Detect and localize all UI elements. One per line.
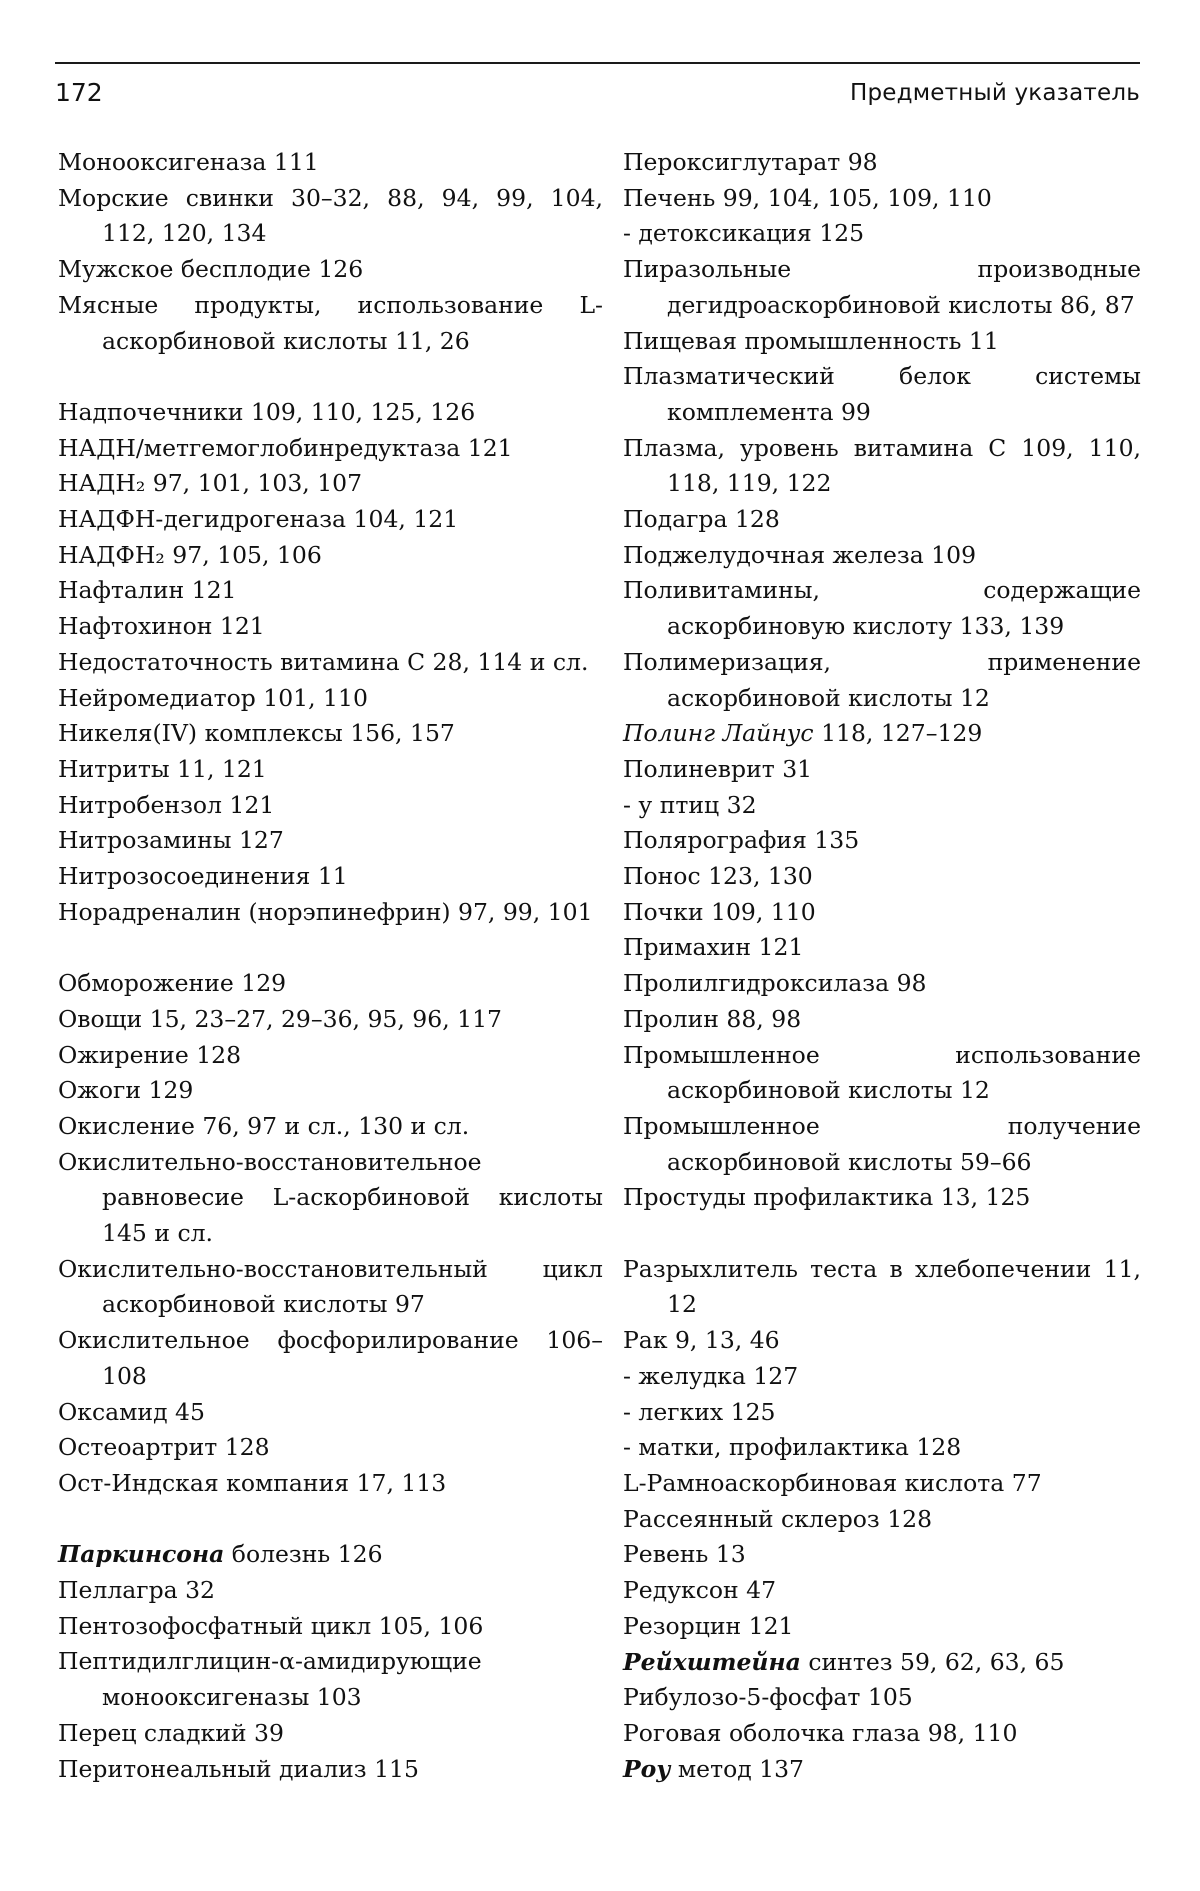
index-entry bbox=[58, 681, 603, 717]
index-entry bbox=[623, 1609, 1141, 1645]
index-entry bbox=[58, 1252, 603, 1323]
entry-text: НАДФН-дегидрогеназа 104, 121 bbox=[58, 505, 459, 534]
index-entry bbox=[623, 1180, 1141, 1216]
index-entry bbox=[58, 288, 603, 359]
entry-text: - детоксикация 125 bbox=[623, 219, 865, 248]
index-entry bbox=[623, 752, 1141, 788]
entry-text: Простуды профилактика 13, 125 bbox=[623, 1183, 1031, 1212]
index-entry bbox=[58, 1609, 603, 1645]
index-entry bbox=[623, 502, 1141, 538]
index-entry bbox=[623, 1038, 1141, 1109]
index-entry bbox=[623, 1252, 1141, 1323]
entry-text: Пеллагра 32 bbox=[58, 1576, 216, 1605]
index-entry bbox=[58, 502, 603, 538]
index-entry bbox=[58, 1145, 603, 1252]
entry-text: Ожоги 129 bbox=[58, 1076, 194, 1105]
entry-text: Овощи 15, 23–27, 29–36, 95, 96, 117 bbox=[58, 1004, 502, 1033]
index-entry bbox=[623, 859, 1141, 895]
entry-text: Пролилгидроксилаза 98 bbox=[623, 969, 927, 998]
entry-text: Нитриты 11, 121 bbox=[58, 754, 267, 783]
index-entry bbox=[58, 395, 603, 431]
entry-text: Плазматический белок системы комплемента 99 bbox=[623, 362, 1141, 426]
index-entry bbox=[623, 359, 1141, 430]
index-entry bbox=[58, 895, 603, 931]
entry-text: Окисление 76, 97 и сл., 130 и сл. bbox=[58, 1111, 470, 1140]
entry-text: Пролин 88, 98 bbox=[623, 1004, 802, 1033]
index-entry bbox=[58, 966, 603, 1002]
entry-text: метод 137 bbox=[670, 1754, 805, 1783]
entry-text: Промышленное использование аскорбиновой кислоты 12 bbox=[623, 1040, 1141, 1105]
index-entry bbox=[623, 431, 1141, 502]
entry-text: Примахин 121 bbox=[623, 933, 804, 962]
index-entry bbox=[623, 823, 1141, 859]
index-entry bbox=[58, 181, 603, 252]
index-entry bbox=[623, 1109, 1141, 1180]
index-entry bbox=[58, 859, 603, 895]
index-entry bbox=[623, 181, 1141, 217]
entry-name-emphasis: Роу bbox=[623, 1754, 671, 1783]
entry-text: Полярография 135 bbox=[623, 826, 860, 855]
letter-group-spacer bbox=[58, 930, 603, 966]
entry-text: Окислительное фосфорилирование 106–108 bbox=[58, 1326, 603, 1390]
entry-text: Пентозофосфатный цикл 105, 106 bbox=[58, 1611, 484, 1640]
entry-text: Нафталин 121 bbox=[58, 576, 237, 605]
entry-text: Оксамид 45 bbox=[58, 1397, 205, 1426]
index-entry bbox=[58, 645, 603, 681]
entry-text: Нитрозосоединения 11 bbox=[58, 862, 348, 891]
index-entry bbox=[58, 145, 603, 181]
entry-text: Поджелудочная железа 109 bbox=[623, 540, 977, 569]
index-entry bbox=[58, 716, 603, 752]
entry-text: Нитрозамины 127 bbox=[58, 826, 284, 855]
entry-text: Остеоартрит 128 bbox=[58, 1433, 270, 1462]
index-entry bbox=[623, 645, 1141, 716]
index-entry bbox=[623, 538, 1141, 574]
entry-text: Полиневрит 31 bbox=[623, 754, 813, 783]
index-entry bbox=[58, 466, 603, 502]
running-head: Предметный указатель bbox=[849, 80, 1140, 106]
entry-text: Разрыхлитель теста в хлебопечении 11, 12 bbox=[623, 1254, 1141, 1319]
entry-text: Перитонеальный диализ 115 bbox=[58, 1754, 419, 1783]
page-number: 172 bbox=[55, 78, 103, 107]
entry-text: Мужское бесплодие 126 bbox=[58, 255, 364, 284]
entry-text: Понос 123, 130 bbox=[623, 862, 813, 891]
entry-text: - легких 125 bbox=[623, 1397, 776, 1426]
entry-text: Ожирение 128 bbox=[58, 1040, 242, 1069]
index-entry bbox=[623, 1323, 1141, 1359]
index-entry bbox=[58, 1573, 603, 1609]
index-column-left bbox=[58, 145, 603, 1787]
index-entry bbox=[623, 1573, 1141, 1609]
header-rule bbox=[55, 62, 1140, 64]
index-entry bbox=[623, 573, 1141, 644]
letter-group-spacer bbox=[623, 1216, 1141, 1252]
index-entry bbox=[58, 1716, 603, 1752]
entry-text: Перец сладкий 39 bbox=[58, 1718, 284, 1747]
index-entry bbox=[58, 609, 603, 645]
entry-text: Мясные продукты, использование L-аскорбиновой кислоты 11, 26 bbox=[58, 290, 603, 355]
index-entry bbox=[58, 538, 603, 574]
entry-name-emphasis: Паркинсона bbox=[58, 1540, 225, 1569]
entry-text: НАДН₂ 97, 101, 103, 107 bbox=[58, 469, 363, 498]
index-entry bbox=[58, 1323, 603, 1394]
index-entry bbox=[623, 930, 1141, 966]
entry-text: - желудка 127 bbox=[623, 1361, 799, 1390]
index-entry bbox=[58, 788, 603, 824]
entry-text: Редуксон 47 bbox=[623, 1576, 777, 1605]
index-entry bbox=[58, 1073, 603, 1109]
entry-text: - у птиц 32 bbox=[623, 790, 757, 819]
index-entry bbox=[623, 324, 1141, 360]
entry-name-emphasis: Полинг Лайнус bbox=[623, 719, 814, 748]
index-entry bbox=[58, 823, 603, 859]
entry-text: Пищевая промышленность 11 bbox=[623, 326, 999, 355]
index-entry bbox=[623, 1645, 1141, 1681]
entry-text: Морские свинки 30–32, 88, 94, 99, 104, 112, 120, 134 bbox=[58, 183, 603, 248]
entry-text: Резорцин 121 bbox=[623, 1611, 794, 1640]
index-entry bbox=[58, 1430, 603, 1466]
index-entry bbox=[623, 716, 1141, 752]
entry-text: Плазма, уровень витамина С 109, 110, 118, 119, 122 bbox=[623, 433, 1141, 498]
index-entry bbox=[58, 1109, 603, 1145]
index-entry bbox=[58, 1038, 603, 1074]
entry-text: Нафтохинон 121 bbox=[58, 612, 265, 641]
index-entry bbox=[623, 1537, 1141, 1573]
index-entry bbox=[623, 966, 1141, 1002]
entry-text: Никеля(IV) комплексы 156, 157 bbox=[58, 719, 455, 748]
entry-text: Нитробензол 121 bbox=[58, 790, 275, 819]
entry-text: - матки, профилактика 128 bbox=[623, 1433, 962, 1462]
entry-text: синтез 59, 62, 63, 65 bbox=[800, 1647, 1065, 1676]
entry-text: Рак 9, 13, 46 bbox=[623, 1326, 780, 1355]
index-entry bbox=[58, 1002, 603, 1038]
entry-text: Роговая оболочка глаза 98, 110 bbox=[623, 1718, 1018, 1747]
index-entry bbox=[58, 431, 603, 467]
index-subentry bbox=[623, 216, 1141, 252]
index-entry bbox=[58, 1752, 603, 1788]
entry-text: Ост-Индская компания 17, 113 bbox=[58, 1468, 447, 1497]
entry-text: L-Рамноаскорбиновая кислота 77 bbox=[623, 1469, 1042, 1497]
entry-text: Пиразольные производные дегидроаскорбиновой кислоты 86, 87 bbox=[623, 255, 1141, 319]
index-column-right bbox=[623, 145, 1141, 1787]
index-entry bbox=[623, 252, 1141, 323]
entry-text: Недостаточность витамина С 28, 114 и сл. bbox=[58, 647, 589, 676]
index-subentry bbox=[623, 1395, 1141, 1431]
index-subentry bbox=[623, 1430, 1141, 1466]
entry-text: Печень 99, 104, 105, 109, 110 bbox=[623, 183, 992, 212]
letter-group-spacer bbox=[58, 1502, 603, 1538]
entry-text: Монооксигеназа 111 bbox=[58, 148, 319, 176]
entry-text: болезнь 126 bbox=[224, 1540, 383, 1569]
entry-text: 118, 127–129 bbox=[813, 719, 983, 748]
index-entry bbox=[58, 1395, 603, 1431]
entry-text: Рассеянный склероз 128 bbox=[623, 1504, 933, 1533]
index-entry bbox=[58, 1644, 603, 1715]
entry-text: Окислительно-восстановительный цикл аскорбиновой кислоты 97 bbox=[58, 1254, 603, 1319]
entry-text: Пептидилглицин-α-амидирующие монооксигеназы 103 bbox=[58, 1647, 482, 1712]
index-entry bbox=[58, 252, 603, 288]
entry-text: Пероксиглутарат 98 bbox=[623, 148, 878, 176]
entry-text: Промышленное получение аскорбиновой кислоты 59–66 bbox=[623, 1111, 1141, 1176]
index-entry bbox=[623, 1752, 1141, 1788]
index-entry bbox=[623, 1680, 1141, 1716]
entry-text: Ревень 13 bbox=[623, 1540, 746, 1569]
index-entry bbox=[623, 1002, 1141, 1038]
index-entry bbox=[58, 1466, 603, 1502]
index-entry bbox=[58, 1537, 603, 1573]
index-entry bbox=[623, 1502, 1141, 1538]
entry-text: Норадреналин (норэпинефрин) 97, 99, 101 bbox=[58, 897, 593, 926]
entry-text: Поливитамины, содержащие аскорбиновую кислоту 133, 139 bbox=[623, 576, 1141, 641]
index-entry bbox=[623, 1466, 1141, 1502]
entry-text: Обморожение 129 bbox=[58, 969, 287, 998]
index-subentry bbox=[623, 1359, 1141, 1395]
index-entry bbox=[58, 752, 603, 788]
entry-text: Почки 109, 110 bbox=[623, 897, 816, 926]
index-entry bbox=[623, 145, 1141, 181]
entry-text: Подагра 128 bbox=[623, 505, 780, 534]
index-subentry bbox=[623, 788, 1141, 824]
entry-text: НАДФН₂ 97, 105, 106 bbox=[58, 540, 322, 569]
index-entry bbox=[58, 573, 603, 609]
entry-text: Полимеризация, применение аскорбиновой кислоты 12 bbox=[623, 647, 1141, 712]
entry-text: Надпочечники 109, 110, 125, 126 bbox=[58, 397, 476, 426]
index-entry bbox=[623, 1716, 1141, 1752]
entry-text: Окислительно-восстановительное равновесие L-аскорбиновой кислоты 145 и сл. bbox=[58, 1147, 603, 1248]
entry-text: НАДН/метгемоглобинредуктаза 121 bbox=[58, 433, 513, 462]
entry-name-emphasis: Рейхштейна bbox=[623, 1647, 801, 1676]
letter-group-spacer bbox=[58, 359, 603, 395]
entry-text: Нейромедиатор 101, 110 bbox=[58, 683, 368, 712]
index-entry bbox=[623, 895, 1141, 931]
entry-text: Рибулозо-5-фосфат 105 bbox=[623, 1683, 913, 1712]
